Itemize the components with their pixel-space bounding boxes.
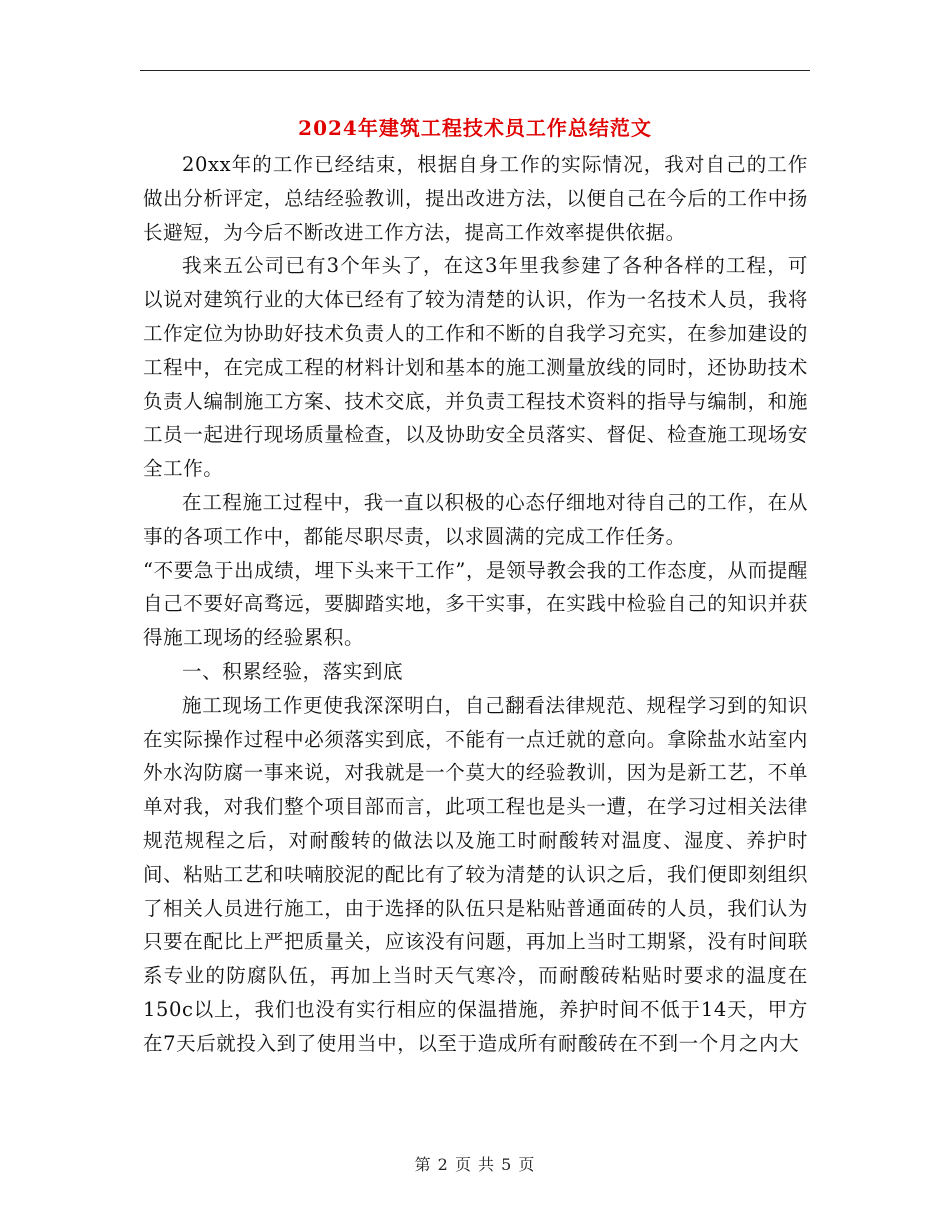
paragraph-attitude: 在工程施工过程中，我一直以积极的心态仔细地对待自己的工作，在从事的各项工作中，都能尽职尽责，以求圆满的完成工作任务。 <box>143 490 808 548</box>
page-footer: 第 2 页 共 5 页 <box>414 1155 536 1174</box>
document-body <box>143 148 808 1061</box>
paragraph-intro: 20xx年的工作已经结束，根据自身工作的实际情况，我对自己的工作做出分析评定，总结经验教训，提出改进方法，以便自己在今后的工作中扬长避短，为今后不断改进工作方法，提高工作效率提供依据。 <box>143 153 808 244</box>
paragraph-case-study: 施工现场工作更使我深深明白，自己翻看法律规范、规程学习到的知识在实际操作过程中必须落实到底，不能有一点迁就的意向。拿除盐水站室内外水沟防腐一事来说，对我就是一个莫大的经验教训，因为是新工艺，不单单对我，对我们整个项目部而言，此项工程也是头一遭，在学习过相关法律规范规程之后，对耐酸转的做法以及施工时耐酸转对温度、湿度、养护时间、粘贴工艺和呋喃胶泥的配比有了较为清楚的认识之后，我们便即刻组织了相关人员进行施工，由于选择的队伍只是粘贴普通面砖的人员，我们认为只要在配比上严把质量关，应该没有问题，再加上当时工期紧，没有时间联系专业的防腐队伍，再加上当时天气寒冷，而耐酸砖粘贴时要求的温度在150c以上，我们也没有实行相应的保温措施，养护时间不低于14天，甲方在7天后就投入到了使用当中，以至于造成所有耐酸砖在不到一个月之内大 <box>143 693 808 1055</box>
section-heading: 一、积累经验，落实到底 <box>182 659 404 683</box>
paragraph-quote: “不要急于出成绩，埋下头来干工作”，是领导教会我的工作态度，从而提醒自己不要好高骛远，要脚踏实地，多干实事，在实践中检验自己的知识并获得施工现场的经验累积。 <box>143 558 808 650</box>
document-title: 2024年建筑工程技术员工作总结范文 <box>298 116 652 140</box>
header-rule <box>140 70 810 71</box>
paragraph-experience: 我来五公司已有3个年头了，在这3年里我参建了各种各样的工程，可以说对建筑行业的大体已经有了较为清楚的认识，作为一名技术人员，我将工作定位为协助好技术负责人的工作和不断的自我学习充实，在参加建设的工程中，在完成工程的材料计划和基本的施工测量放线的同时，还协助技术负责人编制施工方案、技术交底，并负责工程技术资料的指导与编制，和施工员一起进行现场质量检查，以及协助安全员落实、督促、检查施工现场安全工作。 <box>143 254 808 481</box>
